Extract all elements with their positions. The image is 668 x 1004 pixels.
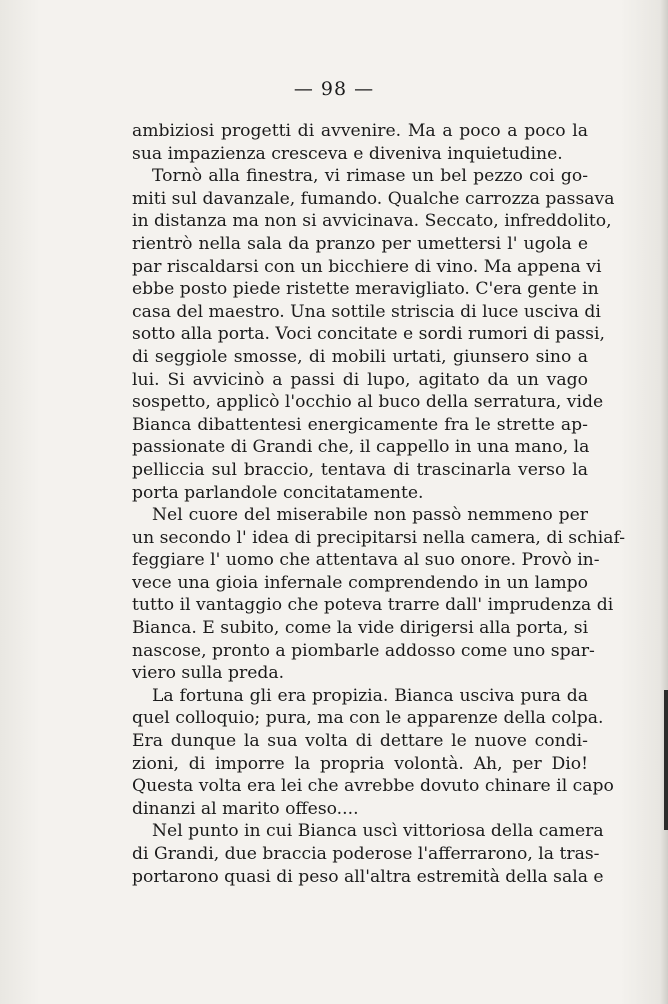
text-line: rientrò nella sala da pranzo per umettersi l' ugola e [132, 233, 588, 254]
text-line: vece una gioia infernale comprendendo in un lampo [132, 572, 588, 593]
text-line: casa del maestro. Una sottile striscia di luce usciva di [132, 301, 601, 322]
text-line: Nel punto in cui Bianca uscì vittoriosa della camera [152, 821, 604, 842]
text-line: Bianca dibattentesi energicamente fra le strette ap- [132, 414, 588, 435]
text-line: di seggiole smosse, di mobili urtati, giunsero sino a [132, 346, 588, 367]
text-line: pelliccia sul braccio, tentava di trascinarla verso la [132, 459, 588, 480]
text-line: Tornò alla finestra, vi rimase un bel pezzo coi go- [152, 166, 588, 187]
text-line: passionate di Grandi che, il cappello in una mano, la [132, 437, 590, 458]
text-line: di Grandi, due braccia poderose l'afferrarono, la tras- [132, 844, 600, 864]
text-line: lui. Si avvicinò a passi di lupo, agitato da un vago [132, 369, 588, 390]
page-edge-shadow [664, 690, 668, 830]
text-line: Bianca. E subito, come la vide dirigersi alla porta, si [132, 618, 589, 639]
text-line: ebbe posto piede ristette meravigliato. C'era gente in [132, 279, 599, 300]
text-line: ambiziosi progetti di avvenire. Ma a poco a poco la [132, 121, 588, 141]
text-line: tutto il vantaggio che poteva trarre dall' imprudenza di [132, 595, 614, 616]
paragraph [132, 504, 626, 685]
paragraph [132, 685, 614, 821]
text-line: in distanza ma non si avvicinava. Seccato, infreddolito, [132, 211, 612, 232]
text-line: Questa volta era lei che avrebbe dovuto chinare il capo [132, 776, 614, 797]
text-line: par riscaldarsi con un bicchiere di vino. Ma appena vi [132, 256, 602, 277]
text-line: nascose, pronto a piombarle addosso come uno spar- [132, 640, 595, 661]
paragraph [132, 120, 588, 165]
text-line: porta parlandole concitatamente. [132, 482, 424, 503]
text-line: Era dunque la sua volta di dettare le nuove condi- [132, 731, 588, 752]
text-line: zioni, di imporre la propria volontà. Ah, per Dio! [132, 753, 588, 774]
text-line: sotto alla porta. Voci concitate e sordi rumori di passi, [132, 324, 605, 345]
text-line: sospetto, applicò l'occhio al buco della serratura, vide [132, 392, 604, 413]
text-line: dinanzi al marito offeso.... [132, 798, 359, 819]
text-line: Nel cuore del miserabile non passò nemmeno per [152, 505, 588, 526]
paragraph [132, 820, 604, 888]
text-line: miti sul davanzale, fumando. Qualche carrozza passava [132, 188, 615, 209]
text-line: portarono quasi di peso all'altra estremità della sala e [132, 866, 604, 887]
text-line: feggiare l' uomo che attentava al suo onore. Provò in- [132, 550, 600, 571]
paragraph [132, 165, 615, 504]
body-text [132, 120, 626, 888]
text-line: sua impazienza cresceva e diveniva inquietudine. [132, 143, 563, 164]
text-line: quel colloquio; pura, ma con le apparenze della colpa. [132, 708, 604, 729]
text-line: La fortuna gli era propizia. Bianca usciva pura da [152, 685, 588, 706]
text-line: un secondo l' idea di precipitarsi nella camera, di schiaf- [132, 527, 626, 548]
text-line: viero sulla preda. [132, 663, 285, 684]
page-number: — 98 — [293, 78, 375, 100]
